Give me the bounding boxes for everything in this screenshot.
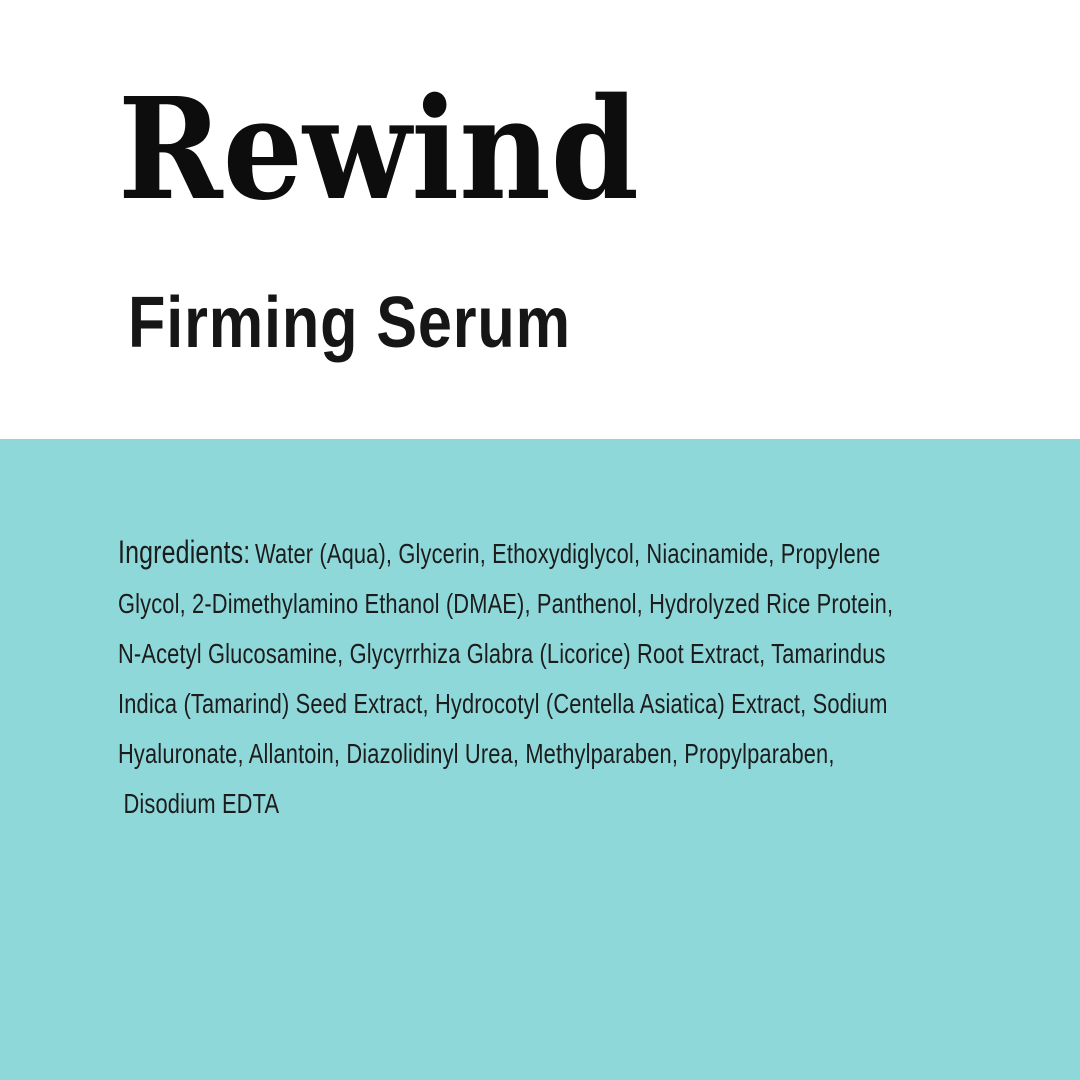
ingredients-block xyxy=(118,527,1058,829)
ingredients-line-5: Hyaluronate, Allantoin, Diazolidinyl Urea, Methylparaben, Propylparaben, xyxy=(118,738,835,769)
ingredients-label: Ingredients: xyxy=(118,534,251,570)
ingredients-line-3: N-Acetyl Glucosamine, Glycyrrhiza Glabra (Licorice) Root Extract, Tamarindus xyxy=(118,638,886,669)
ingredients-line-4: Indica (Tamarind) Seed Extract, Hydrocotyl (Centella Asiatica) Extract, Sodium xyxy=(118,688,888,719)
ingredients-line-6: Disodium EDTA xyxy=(123,788,280,819)
product-name: Firming Serum xyxy=(128,283,571,363)
ingredients-line-1-text: Water (Aqua), Glycerin, Ethoxydiglycol, Niacinamide, Propylene xyxy=(254,538,881,569)
ingredients-line-2: Glycol, 2-Dimethylamino Ethanol (DMAE), Panthenol, Hydrolyzed Rice Protein, xyxy=(118,588,894,619)
ingredients-panel xyxy=(0,439,1080,1080)
ingredients-line-1 xyxy=(118,527,881,579)
brand-title: Rewind xyxy=(118,68,639,232)
